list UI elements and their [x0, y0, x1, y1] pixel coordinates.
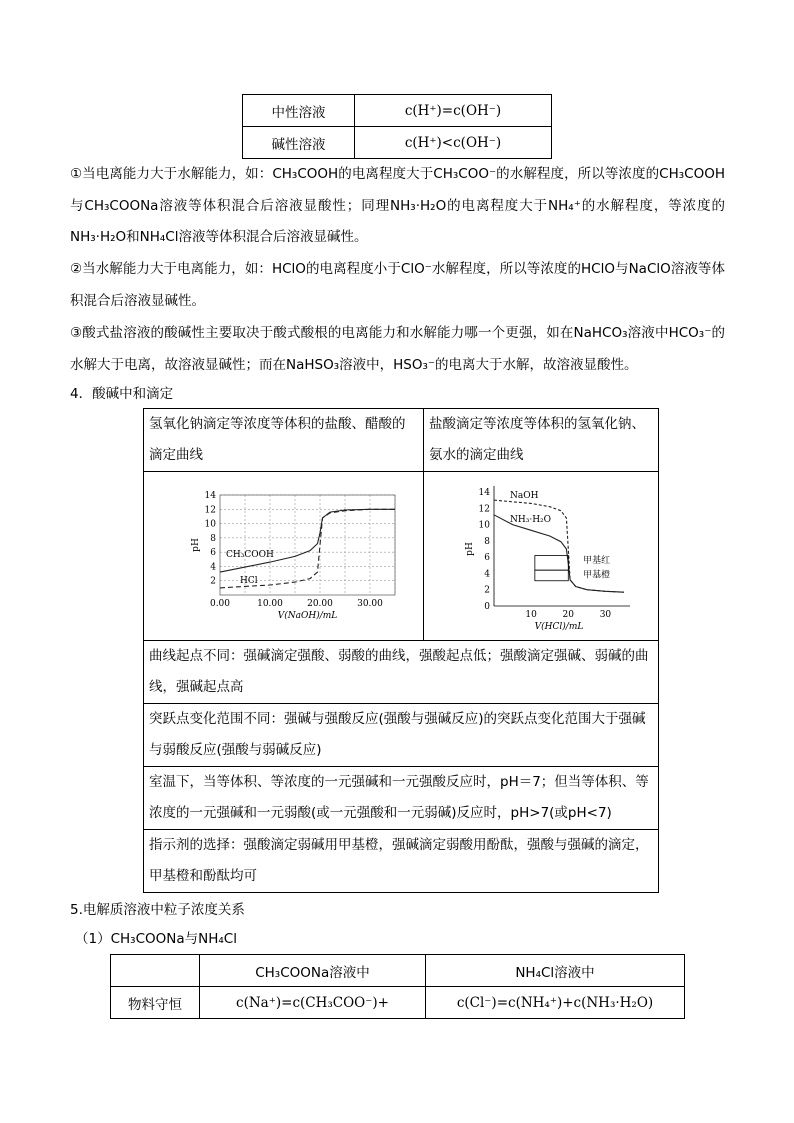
- x-tick-label: 30: [599, 610, 612, 620]
- header-right: 盐酸滴定等浓度等体积的氢氧化钠、氨水的滴定曲线: [429, 416, 645, 463]
- table-row: [111, 955, 685, 987]
- neutral-basic-table: [242, 94, 552, 159]
- titration-row-3: 室温下，当等体积、等浓度的一元强碱和一元强酸反应时，pH＝7；但当等体积、等浓度的一元强碱和一元弱酸(或一元强酸和一元弱碱)反应时，pH>7(或pH<7): [144, 766, 658, 829]
- x-tick-label: 0.00: [209, 599, 231, 609]
- y-tick-label: 8: [484, 536, 490, 547]
- row-label: 中性溶液: [243, 95, 355, 127]
- y-tick-label: 10: [204, 519, 216, 530]
- titration-row-2: 突跃点变化范围不同：强碱与强酸反应(强酸与强碱反应)的突跃点变化范围大于强碱与弱酸反应(强酸与弱碱反应): [144, 703, 658, 766]
- y-tick-label: 2: [210, 576, 216, 587]
- series-line: [220, 509, 395, 572]
- y-axis-label: pH: [191, 538, 201, 552]
- section-5-title: 5.电解质溶液中粒子浓度关系: [70, 902, 245, 918]
- y-tick-label: 6: [210, 548, 216, 559]
- empty-cell: [111, 955, 200, 987]
- col-header-nh4cl: NH₄Cl溶液中: [426, 955, 685, 987]
- y-tick-label: 2: [484, 585, 490, 596]
- table-row: [243, 95, 552, 127]
- table-row: [111, 987, 685, 1019]
- y-tick-label: 0: [484, 602, 490, 612]
- x-axis-label: V(NaOH)/mL: [277, 611, 338, 621]
- series-label: CH₃COOH: [226, 550, 274, 560]
- annotation-methyl-red: 甲基红: [583, 555, 611, 566]
- x-tick-label: 20.00: [307, 599, 333, 609]
- chart-naoh-titration: [144, 472, 423, 640]
- row-label: 碱性溶液: [243, 127, 355, 159]
- row-value-nh4cl: c(Cl⁻)=c(NH₄⁺)+c(NH₃·H₂O): [426, 987, 685, 1019]
- x-tick-label: 20: [562, 610, 575, 620]
- titration-charts: [144, 471, 658, 640]
- row-value: c(H⁺)=c(OH⁻): [355, 95, 552, 127]
- titration-row-1: 曲线起点不同：强碱滴定强酸、弱酸的曲线，强酸起点低；强酸滴定强碱、弱碱的曲线，强碱起点高: [144, 640, 658, 703]
- col-header-ch3coona: CH₃COONa溶液中: [200, 955, 426, 987]
- y-tick-label: 8: [210, 533, 216, 544]
- chart-hcl-titration: [424, 472, 658, 640]
- series-label: NH₃·H₂O: [510, 515, 552, 525]
- x-tick-label: 30.00: [357, 599, 383, 609]
- y-tick-label: 10: [478, 520, 490, 531]
- titration-header: [144, 409, 658, 471]
- section-5-sub1: （1）CH₃COONa与NH₄Cl: [75, 931, 237, 947]
- paragraph-3: ③酸式盐溶液的酸碱性主要取决于酸式酸根的电离能力和水解能力哪一个更强，如在NaHCO₃溶液中HCO₃⁻的水解大于电离，故溶液显碱性；而在NaHSO₃溶液中，HSO₃⁻的电离大于水解，故溶液显酸性。: [70, 325, 725, 373]
- x-axis-label: V(HCl)/mL: [534, 622, 584, 632]
- y-tick-label: 4: [484, 569, 490, 580]
- series-label: HCl: [240, 576, 258, 586]
- annotation-methyl-orange: 甲基橙: [583, 570, 611, 581]
- row-label: 物料守恒: [111, 987, 200, 1019]
- titration-row-4: 指示剂的选择：强酸滴定弱碱用甲基橙，强碱滴定弱酸用酚酞，强酸与强碱的滴定，甲基橙和酚酞均可: [144, 829, 658, 892]
- table-row: [243, 127, 552, 159]
- x-tick-label: 10: [525, 610, 537, 620]
- y-tick-label: 14: [204, 491, 216, 501]
- y-tick-label: 4: [210, 562, 216, 573]
- y-tick-label: 14: [478, 488, 490, 498]
- paragraph-1: ①当电离能力大于水解能力，如：CH₃COOH的电离程度大于CH₃COO⁻的水解程度，所以等浓度的CH₃COOH与CH₃COONa溶液等体积混合后溶液显酸性；同理NH₃·H₂O的电离程度大于NH₄⁺的水解程度，等浓度的NH₃·H₂O和NH₄Cl溶液等体积混合后溶液显碱性。: [70, 166, 725, 245]
- y-tick-label: 12: [478, 504, 490, 515]
- paragraph-2: ②当水解能力大于电离能力，如：HClO的电离程度小于ClO⁻水解程度，所以等浓度的HClO与NaClO溶液等体积混合后溶液显碱性。: [70, 261, 725, 309]
- y-tick-label: 12: [204, 505, 216, 516]
- row-value: c(H⁺)<c(OH⁻): [355, 127, 552, 159]
- header-left: 氢氧化钠滴定等浓度等体积的盐酸、醋酸的滴定曲线: [144, 409, 424, 471]
- x-tick-label: 10.00: [257, 599, 283, 609]
- row-value-ch3coona: c(Na⁺)=c(CH₃COO⁻)+: [200, 987, 426, 1019]
- chart-right-cell: [424, 472, 658, 640]
- indicator-box-methyl-red: [535, 556, 568, 571]
- y-tick-label: 6: [484, 553, 490, 564]
- section-4-title: 4．酸碱中和滴定: [70, 386, 174, 402]
- particle-conc-table: [110, 954, 685, 1019]
- series-label: NaOH: [510, 491, 539, 501]
- y-axis-label: pH: [465, 542, 475, 556]
- chart-left-cell: [144, 472, 424, 640]
- indicator-box-methyl-orange: [535, 570, 568, 581]
- titration-box: [143, 408, 659, 893]
